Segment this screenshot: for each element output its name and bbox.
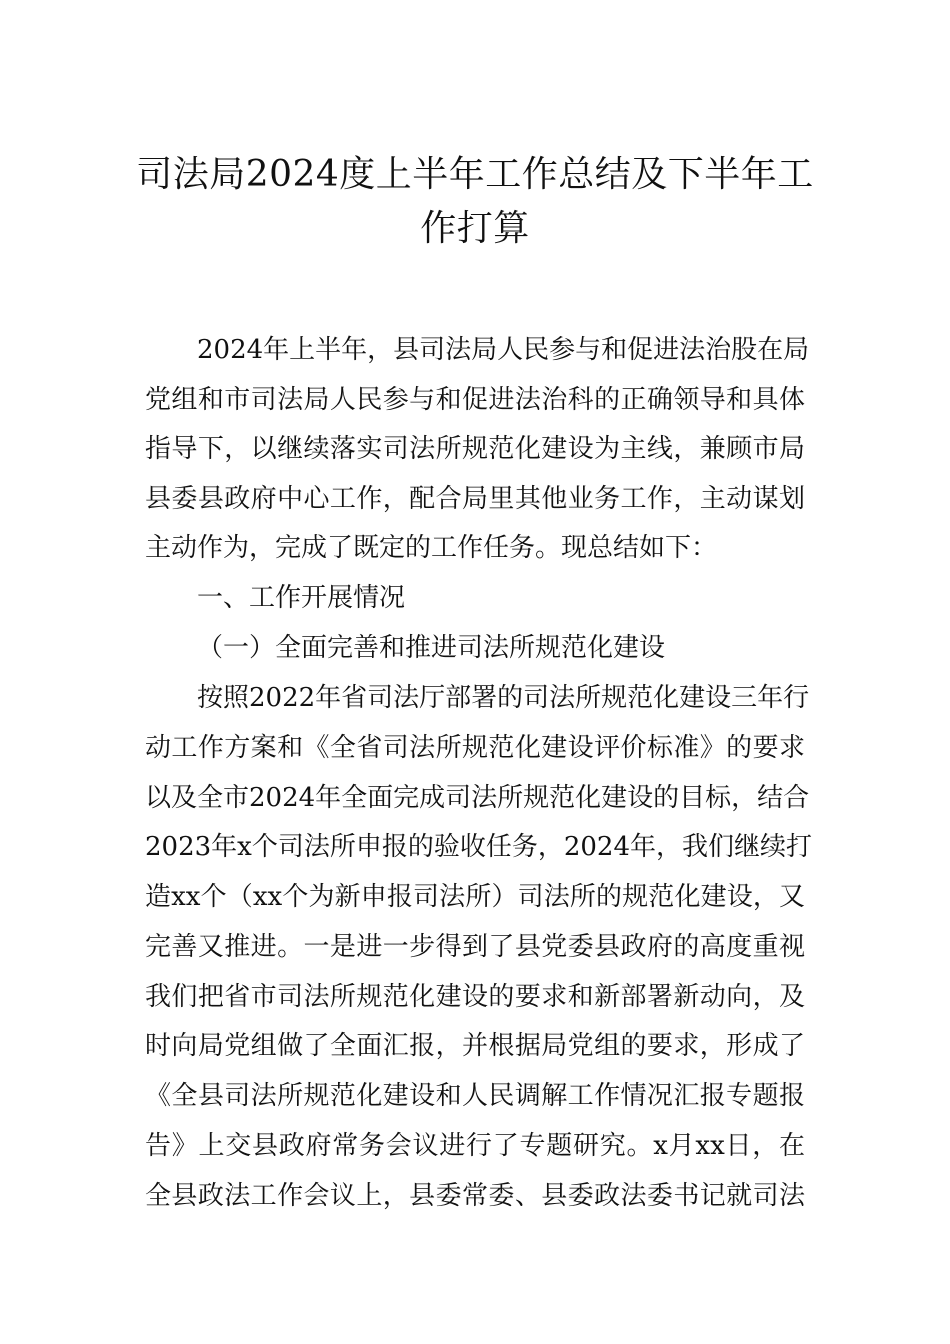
section-heading-1: 一、工作开展情况	[197, 583, 406, 613]
document-title-line-1: 司法局2024度上半年工作总结及下半年工	[136, 154, 814, 195]
body-line-3: 指导下，以继续落实司法所规范化建设为主线，兼顾市局	[145, 434, 805, 464]
body-line-7: 动工作方案和《全省司法所规范化建设评价标准》的要求	[145, 733, 805, 763]
body-line-6: 按照2022年省司法厅部署的司法所规范化建设三年行	[197, 683, 810, 713]
body-line-12: 我们把省市司法所规范化建设的要求和新部署新动向，及	[145, 982, 805, 1012]
body-line-10: 造xx个（xx个为新申报司法所）司法所的规范化建设，又	[145, 882, 805, 912]
body-line-5: 主动作为，完成了既定的工作任务。现总结如下：	[145, 533, 718, 563]
body-line-13: 时向局党组做了全面汇报，并根据局党组的要求，形成了	[145, 1031, 805, 1061]
document-title	[120, 148, 830, 256]
body-line-8: 以及全市2024年全面完成司法所规范化建设的目标，结合	[145, 783, 810, 813]
body-line-1: 2024年上半年，县司法局人民参与和促进法治股在局	[197, 335, 810, 365]
body-line-9: 2023年x个司法所申报的验收任务，2024年，我们继续打	[145, 832, 812, 862]
body-line-2: 党组和市司法局人民参与和促进法治科的正确领导和具体	[145, 385, 805, 415]
document-title-line-2: 作打算	[420, 208, 530, 249]
body-line-14: 《全县司法所规范化建设和人民调解工作情况汇报专题报	[145, 1081, 805, 1111]
body-line-11: 完善又推进。一是进一步得到了县党委县政府的高度重视	[145, 932, 805, 962]
body-line-16: 全县政法工作会议上，县委常委、县委政法委书记就司法	[145, 1181, 805, 1211]
subsection-heading-1: （一）全面完善和推进司法所规范化建设	[197, 633, 666, 663]
body-line-4: 县委县政府中心工作，配合局里其他业务工作，主动谋划	[145, 484, 805, 514]
body-line-15: 告》上交县政府常务会议进行了专题研究。x月xx日，在	[145, 1131, 805, 1161]
